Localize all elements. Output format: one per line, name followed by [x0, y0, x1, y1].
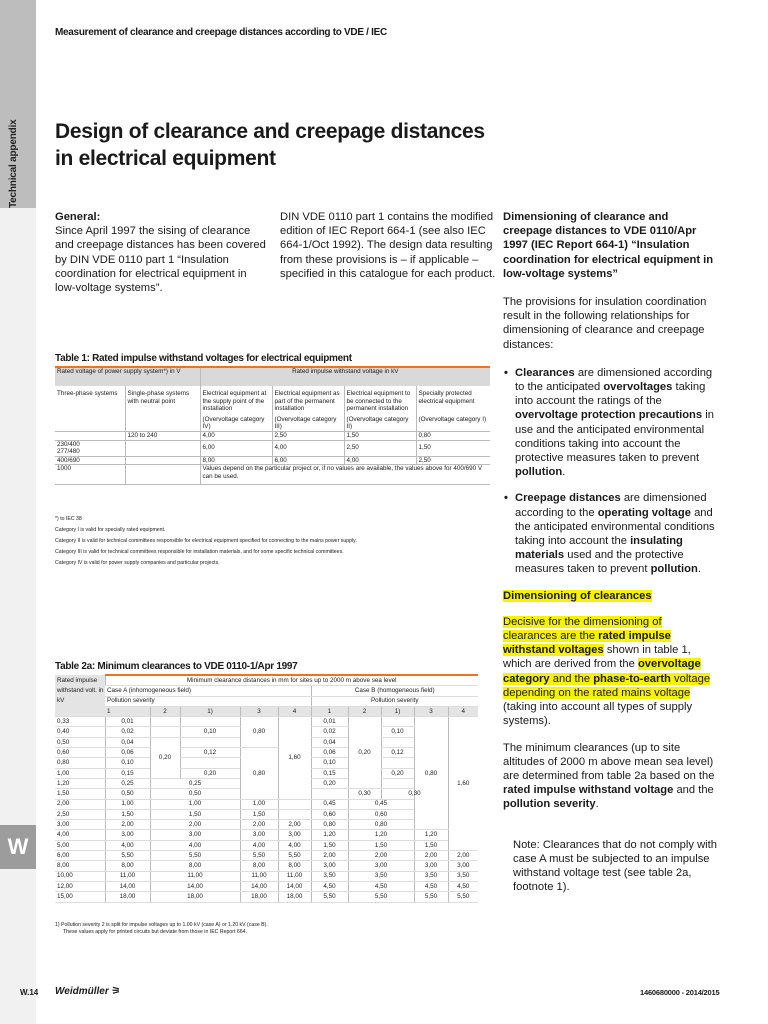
catalog-code: 1460680000 - 2014/2015 — [640, 988, 720, 997]
table-cell: 5,50 — [311, 892, 348, 902]
table-cell: 5,50 — [414, 892, 448, 902]
table-cell: 8,00 — [55, 861, 105, 871]
brand-logo: Weidmüller ⚞ — [55, 986, 121, 997]
table-cell — [180, 737, 240, 747]
table-cell: 3,00 — [55, 820, 105, 830]
table-cell: 5,50 — [105, 851, 150, 861]
page-title-line1: Design of clearance and creepage distances — [55, 120, 485, 143]
table-cell: 0,06 — [311, 748, 348, 758]
bullet-clearances: • Clearances are dimensioned according to the anticipated overvoltages taking into account the ratings of the overvoltage protection precautions in use and the anticipated environmental conditions taking into account the protective measures taken to prevent pollution. — [503, 366, 718, 480]
table-cell: 10,00 — [55, 871, 105, 881]
table-cell: 1,20 — [311, 830, 348, 840]
table-row: 1000 Values depend on the particular project or, if no values are available, the values above for 400/690 V can be used. — [55, 465, 490, 484]
minimum-text: The minimum clearances (up to site altitudes of 2000 m above mean sea level) are determined from table 2a based on the rated impulse withstand voltage and the pollution severity. — [503, 741, 715, 811]
table-cell: 0,80 — [240, 717, 278, 748]
table-cell: 5,50 — [348, 892, 414, 902]
table-cell: 15,00 — [55, 892, 105, 902]
table-cell: 3,00 — [348, 861, 414, 871]
table-cell: 8,00 — [240, 861, 278, 871]
section-tab[interactable]: W — [0, 825, 36, 869]
general-text: Since April 1997 the sising of clearance and creepage distances has been covered by DIN VDE 0110 part 1 “Insulation coordination for electrical equipment in low-voltage systems”. — [55, 225, 266, 295]
table-cell: 2,00 — [105, 820, 150, 830]
table-row: 120 to 240 4,00 2,50 1,50 0,80 — [55, 431, 490, 440]
table-row — [55, 892, 478, 902]
table-cell: 18,00 — [105, 892, 150, 902]
table-cell: 12,00 — [55, 881, 105, 891]
table-cell: 2,00 — [311, 851, 348, 861]
note-text: Note: Clearances that do not comply with case A must be subjected to an impulse withstand voltage test (see table 2a, footnote 1). — [513, 838, 717, 894]
table-row — [55, 717, 478, 727]
table-cell: 0,06 — [105, 748, 150, 758]
table-cell: 0,45 — [348, 799, 414, 809]
table-cell: 0,10 — [311, 758, 348, 768]
table-cell: 0,30 — [381, 789, 448, 799]
table-cell: 1,00 — [105, 799, 150, 809]
running-header: Measurement of clearance and creepage distances according to VDE / IEC — [55, 27, 387, 38]
table-cell: 0,80 — [348, 820, 414, 830]
t1-col-three-phase: Three-phase systems — [57, 390, 118, 397]
t2-h-min: Minimum clearance distances in mm for sites up to 2000 m above sea level — [105, 675, 478, 686]
bullet-list — [503, 366, 718, 577]
t1-col-connected: Electrical equipment to be connected to the permanent installation — [344, 386, 416, 413]
table-cell: 14,00 — [240, 881, 278, 891]
t1-col-permanent: Electrical equipment as part of the permanent installation — [272, 386, 344, 413]
page-title-line2: in electrical equipment — [55, 147, 276, 170]
table-cell: 2,00 — [240, 820, 278, 830]
table-row — [55, 851, 478, 861]
table-cell: 0,40 — [55, 727, 105, 737]
table-cell: 1,00 — [240, 799, 278, 809]
table-cell: 0,20 — [381, 768, 414, 778]
table-cell: 1,20 — [348, 830, 414, 840]
table2-title: Table 2a: Minimum clearances to VDE 0110-1/Apr 1997 — [55, 661, 298, 672]
table-cell: 0,30 — [348, 789, 381, 799]
table-cell — [278, 799, 311, 809]
table-cell: 2,00 — [278, 820, 311, 830]
table-cell: 0,04 — [311, 737, 348, 747]
table-cell: 0,01 — [311, 717, 348, 727]
table-cell — [381, 717, 414, 727]
table-cell: 1,50 — [150, 809, 240, 819]
table-cell: 3,00 — [150, 830, 240, 840]
table-cell: 0,80 — [55, 758, 105, 768]
din-intro: DIN VDE 0110 part 1 contains the modified edition of IEC Report 664-1 (see also IEC 664-1/Oct 1992). The design data resulting from these provisions is – if applicable – specified in this catalogue for each product. — [280, 211, 496, 280]
table-cell: 2,00 — [348, 851, 414, 861]
table-cell: 5,50 — [240, 851, 278, 861]
table-cell: 0,60 — [55, 748, 105, 758]
table2: Rated impulse withstand volt. in kV Minimum clearance distances in mm for sites up to 2000 m above sea level Case A (inhomogeneous field) Case B (homogeneous field) Pollution severity Pollution severity 1 2 1) 3 4 1 2 1) 3 4 0,33 0,01 0,80 1,60 0,01 0,20 0,80 1,60 0,40 0,02 0,10 0,02 0,10 0,50 0,04 0,20 0,04 0,60 0,06 0,12 0,80 0,06 0,12 0,80 0,10 0,10 1,00 0,15 0,20 0,15 0,20 1,20 0,25 0,25 0,20 1,50 0,50 0,50 0,30 0,30 2,00 1,00 1,00 1,00 0,45 0,45 2,50 1,50 1,50 1,50 0,60 0,60 3,00 2,00 2,00 2,00 2,00 0,80 0,80 4,00 3,00 3,00 3,00 3,00 1,20 1,20 1,20 5,00 4,00 4,00 4,00 4,00 1,50 1,50 1,50 6,00 5,50 5,50 5,50 5,50 2,00 2,00 2,00 2,00 8,00 8,00 8,00 8,00 8,00 3,00 3,00 3,00 3,00 10,00 11,00 11,00 11,00 11,00 3,50 3,50 3,50 3,50 12,00 14,00 14,00 14,00 14,00 4,50 4,50 4,50 4,50 15,00 18,00 18,00 18,00 18,00 5,50 5,50 5,50 5,50 — [55, 674, 478, 903]
table-cell: 1,50 — [240, 809, 278, 819]
table-cell — [381, 737, 414, 747]
table-cell: 4,00 — [240, 840, 278, 850]
t1-h-impulse: Rated impulse withstand voltage in kV — [200, 367, 490, 386]
table-cell: 11,00 — [240, 871, 278, 881]
table-cell: 11,00 — [278, 871, 311, 881]
table-cell: 0,50 — [150, 789, 240, 799]
table-cell: 8,00 — [278, 861, 311, 871]
table-row: 230/400 277/480 6,00 4,00 2,50 1,50 — [55, 440, 490, 456]
table-cell: 5,50 — [448, 892, 478, 902]
table-cell: 0,15 — [105, 768, 150, 778]
table-cell: 14,00 — [150, 881, 240, 891]
table-cell: 18,00 — [240, 892, 278, 902]
table-row — [55, 840, 478, 850]
provisions-text: The provisions for insulation coordination result in the following relationships for dimensioning of clearance and creepage distances: — [503, 296, 707, 351]
table-cell: 2,00 — [55, 799, 105, 809]
table-cell — [311, 789, 348, 799]
table-cell: 0,01 — [105, 717, 150, 727]
table-cell — [150, 717, 180, 727]
table-row — [55, 881, 478, 891]
table-cell: 4,50 — [414, 881, 448, 891]
table-cell — [180, 717, 240, 727]
table2-body — [55, 717, 478, 902]
table-cell: 8,00 — [150, 861, 240, 871]
t2-pollution-b: Pollution severity — [311, 696, 478, 706]
table-cell: 0,80 — [311, 820, 348, 830]
table-cell: 5,50 — [150, 851, 240, 861]
logo-mark-icon: ⚞ — [111, 986, 121, 997]
table-cell: 0,10 — [105, 758, 150, 768]
table1-notes: *) to IEC 38 Category I is valid for specially rated equipment. Category II is valid for technical committees responsible for electrical equipment specified for connecting to the mains power supply. Category III is valid for technical committees responsible for installation materials, and for some specific technical committees. Category IV is valid for power supply companies and particular projects. — [55, 516, 357, 566]
t1-col-single-phase: Single-phase systems with neutral point — [125, 386, 200, 413]
table-cell: 14,00 — [105, 881, 150, 891]
table-cell: 4,50 — [448, 881, 478, 891]
table-cell: 4,00 — [278, 840, 311, 850]
table-cell: 0,20 — [180, 768, 240, 778]
table-cell: 4,00 — [150, 840, 240, 850]
table-cell: 0,60 — [348, 809, 414, 819]
table-cell: 4,50 — [348, 881, 414, 891]
table1 — [55, 366, 490, 485]
table-cell: 1,50 — [348, 840, 414, 850]
table-cell: 0,25 — [150, 778, 240, 788]
table-cell: 3,50 — [311, 871, 348, 881]
table-cell: 0,80 — [414, 717, 448, 830]
t2-pollution-a: Pollution severity — [105, 696, 311, 706]
table-cell — [381, 758, 414, 768]
table-cell: 3,00 — [105, 830, 150, 840]
table-cell: 1,50 — [414, 840, 448, 850]
table-cell: 4,50 — [311, 881, 348, 891]
table-cell: 2,50 — [55, 809, 105, 819]
table-cell: 1,00 — [55, 768, 105, 778]
t2-case-b: Case B (homogeneous field) — [311, 686, 478, 696]
table-cell: 0,33 — [55, 717, 105, 727]
table-cell: 1,60 — [278, 717, 311, 799]
table-cell: 1,20 — [55, 778, 105, 788]
table-cell: 0,60 — [311, 809, 348, 819]
table-cell: 18,00 — [150, 892, 240, 902]
table-row — [55, 871, 478, 881]
table-cell: 18,00 — [278, 892, 311, 902]
table-cell: 4,00 — [105, 840, 150, 850]
table-cell: 3,00 — [311, 861, 348, 871]
dim-clearances-heading: Dimensioning of clearances — [503, 589, 652, 602]
table-cell: 1,20 — [414, 830, 448, 840]
table1-title: Table 1: Rated impulse withstand voltages for electrical equipment — [55, 353, 352, 364]
t1-cat4: (Overvoltage category IV) — [200, 413, 272, 432]
right-heading: Dimensioning of clearance and creepage distances to VDE 0110/Apr 1997 (IEC Report 664-1) “Insulation coordination for electrical equipment in low-voltage systems” — [503, 211, 714, 280]
table-cell: 0,04 — [105, 737, 150, 747]
right-column — [503, 210, 718, 894]
table-cell: 4,00 — [55, 830, 105, 840]
t2-h-rated: Rated impulse withstand volt. in kV — [55, 675, 105, 717]
table-cell: 0,45 — [311, 799, 348, 809]
t1-cat3: (Overvoltage category III) — [272, 413, 344, 432]
table-cell: 1,50 — [105, 809, 150, 819]
t1-col-supply: Electrical equipment at the supply point of the installation — [200, 386, 272, 413]
t1-col-protected: Specially protected electrical equipment — [416, 386, 490, 413]
table-cell: 0,20 — [150, 737, 180, 778]
table-cell: 0,10 — [381, 727, 414, 737]
table-cell: 0,12 — [180, 748, 240, 758]
table-cell — [150, 727, 180, 737]
table-cell: 0,25 — [105, 778, 150, 788]
table-cell: 3,00 — [278, 830, 311, 840]
decisive-text: Decisive for the dimensioning of clearances are the rated impulse withstand voltages shown in table 1, which are derived from the overvoltage category and the phase-to-earth voltage depending on the rated mains voltage (taking into account all types of supply systems). — [503, 615, 711, 728]
table-cell: 0,20 — [311, 778, 348, 788]
table-cell: 0,10 — [180, 727, 240, 737]
table-cell: 6,00 — [55, 851, 105, 861]
table-cell: 11,00 — [150, 871, 240, 881]
table-cell: 5,50 — [278, 851, 311, 861]
table-cell: 0,50 — [55, 737, 105, 747]
table-cell: 1,50 — [55, 789, 105, 799]
table-cell: 3,50 — [348, 871, 414, 881]
table-cell: 3,00 — [448, 861, 478, 871]
table-cell: 14,00 — [278, 881, 311, 891]
table-cell: 8,00 — [105, 861, 150, 871]
table-cell: 5,00 — [55, 840, 105, 850]
t1-cat2: (Overvoltage category II) — [344, 413, 416, 432]
table-cell: 3,00 — [240, 830, 278, 840]
table-cell: 2,00 — [448, 851, 478, 861]
page-number: W.14 — [20, 988, 39, 997]
table-row: 400/690 8,00 6,00 4,00 2,50 — [55, 456, 490, 465]
page-title — [55, 118, 495, 172]
table-cell: 11,00 — [105, 871, 150, 881]
section-label: Technical appendix — [8, 119, 19, 208]
table2-footnote: 1) Pollution severity 2 is split for impulse voltages up to 1.00 kV (case A) or 1.20 kV (case B). These values apply for printed circuits but deviate from those in IEC Report 664. — [55, 922, 268, 935]
table-cell: 1,00 — [150, 799, 240, 809]
table-cell: 0,02 — [311, 727, 348, 737]
table-cell: 0,50 — [105, 789, 150, 799]
t1-h-rated: Rated voltage of power supply system*) in V — [55, 367, 200, 386]
table-cell: 3,00 — [414, 861, 448, 871]
table-cell: 0,15 — [311, 768, 348, 778]
table-cell: 2,00 — [414, 851, 448, 861]
t1-cat1: (Overvoltage category I) — [416, 413, 490, 432]
table-cell: 0,20 — [348, 717, 381, 789]
table-cell: 0,80 — [240, 748, 278, 799]
table-cell — [278, 809, 311, 819]
table-cell: 3,50 — [448, 871, 478, 881]
table-cell: 2,00 — [150, 820, 240, 830]
t2-case-a: Case A (inhomogeneous field) — [105, 686, 311, 696]
general-section — [55, 210, 270, 295]
table-cell — [381, 778, 414, 788]
table-cell: 0,02 — [105, 727, 150, 737]
table-cell: 1,50 — [311, 840, 348, 850]
general-heading: General: — [55, 211, 101, 223]
table-cell: 1,60 — [448, 717, 478, 851]
table-cell — [180, 758, 240, 768]
table-row — [55, 830, 478, 840]
table-row — [55, 861, 478, 871]
table-cell: 0,12 — [381, 748, 414, 758]
table-cell: 3,50 — [414, 871, 448, 881]
bullet-creepage: • Creepage distances are dimensioned according to the operating voltage and the anticipated environmental conditions taking into account the insulating materials used and the protective measures taken to prevent pollution. — [503, 491, 718, 576]
